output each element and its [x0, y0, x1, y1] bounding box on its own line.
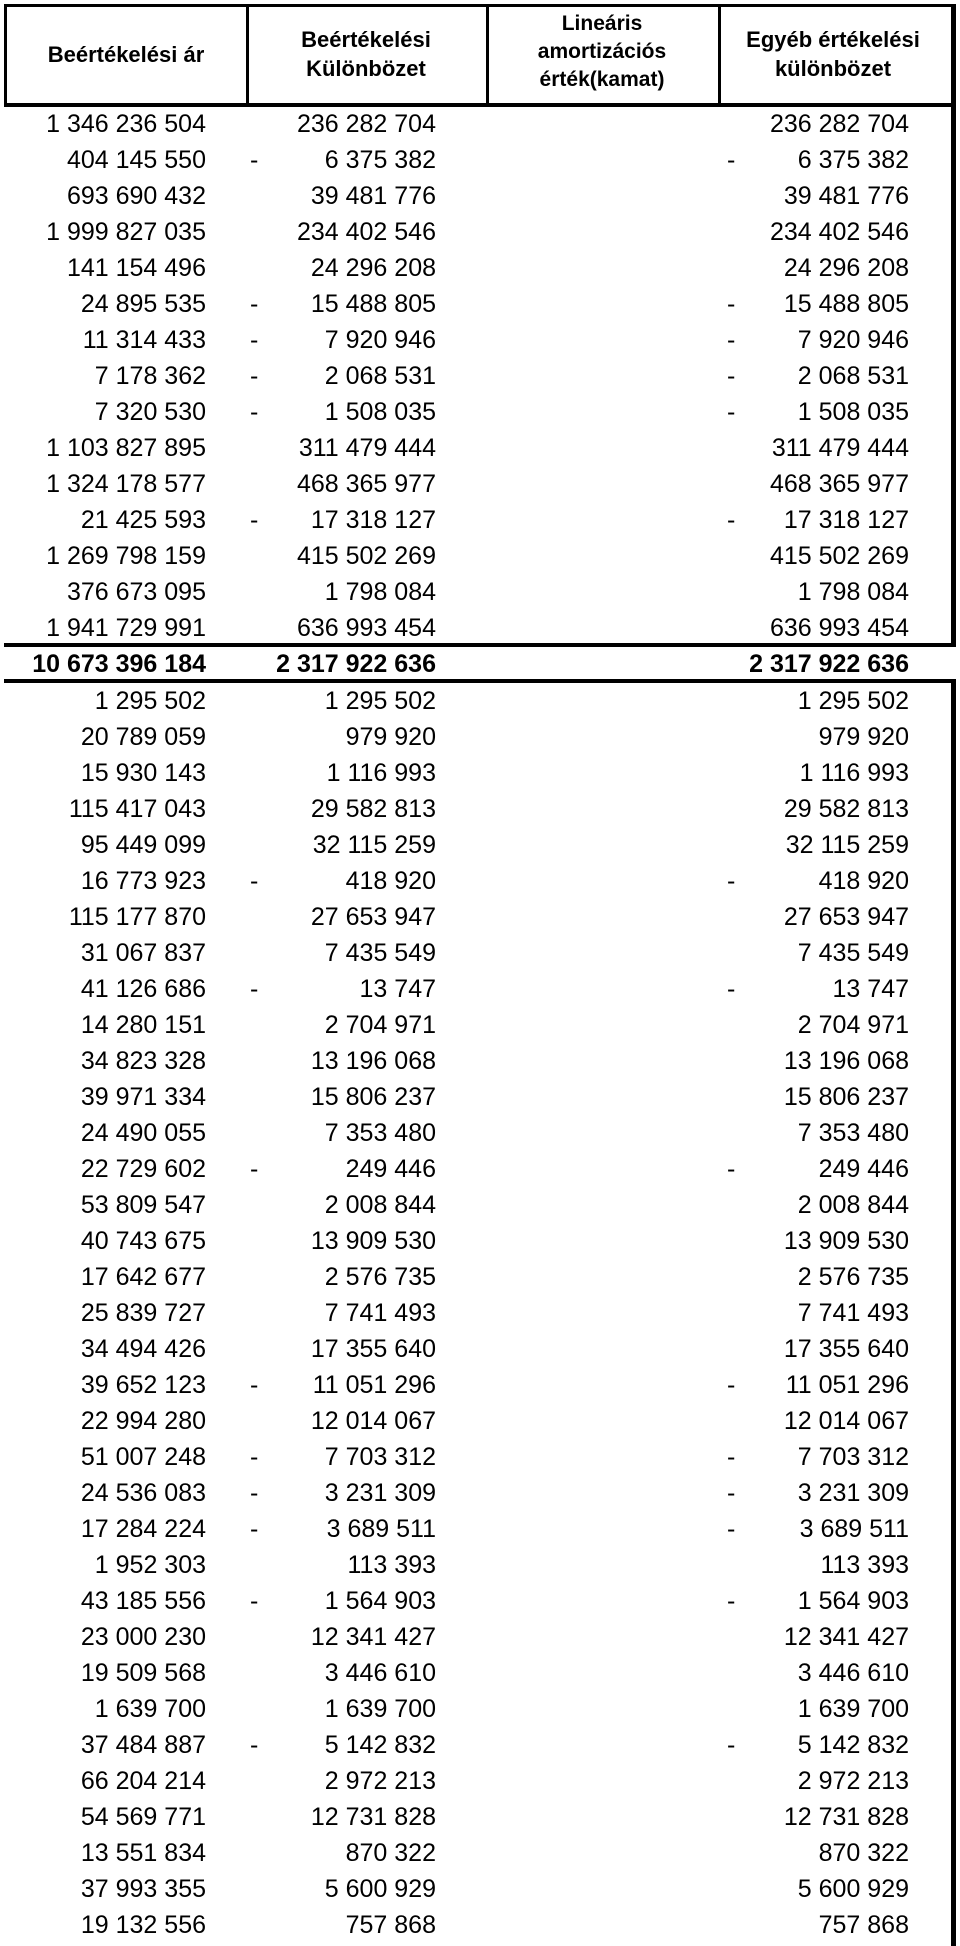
table-row: [0, 286, 960, 322]
valuation-difference-cell: 11 051 296: [312, 1371, 436, 1399]
valuation-difference-cell: 1 639 700: [324, 1695, 436, 1723]
valuation-price-cell: 19 132 556: [80, 1911, 206, 1939]
valuation-price-cell: 21 425 593: [80, 506, 206, 534]
negative-sign: -: [727, 326, 736, 354]
valuation-price-cell: 141 154 496: [66, 254, 206, 282]
table-row: [0, 1871, 960, 1907]
other-difference-cell: 13 196 068: [783, 1047, 909, 1075]
other-difference-cell: 236 282 704: [769, 110, 909, 138]
valuation-difference-cell: 7 920 946: [324, 326, 436, 354]
header-top-border: [4, 4, 956, 7]
table-row: [0, 574, 960, 610]
other-difference-cell: 415 502 269: [769, 542, 909, 570]
negative-sign: -: [250, 290, 259, 318]
valuation-price-cell: 54 569 771: [80, 1803, 206, 1831]
valuation-price-cell: 53 809 547: [80, 1191, 206, 1219]
negative-sign: -: [727, 1443, 736, 1471]
table-row: [0, 1475, 960, 1511]
other-difference-cell: 1 116 993: [799, 759, 909, 787]
table-row: [0, 1403, 960, 1439]
table-row: [0, 538, 960, 574]
header-other-valuation-difference: [718, 4, 948, 104]
negative-sign: -: [250, 1371, 259, 1399]
other-difference-cell: 1 564 903: [797, 1587, 909, 1615]
other-difference-cell: 113 393: [820, 1551, 909, 1579]
negative-sign: -: [727, 975, 736, 1003]
other-difference-cell: 27 653 947: [783, 903, 909, 931]
header-line: amortizációs: [537, 40, 667, 63]
other-difference-cell: 29 582 813: [783, 795, 909, 823]
table-row: [0, 1583, 960, 1619]
valuation-difference-cell: 234 402 546: [296, 218, 436, 246]
other-difference-cell: 2 576 735: [797, 1263, 909, 1291]
valuation-difference-cell: 2 008 844: [324, 1191, 436, 1219]
table-row: [0, 827, 960, 863]
table-row: [0, 719, 960, 755]
header-line: Egyéb értékelési: [746, 27, 920, 52]
table-row: [0, 214, 960, 250]
valuation-price-cell: 1 941 729 991: [46, 614, 206, 642]
valuation-difference-cell: 3 446 610: [324, 1659, 436, 1687]
table-row: [0, 1259, 960, 1295]
other-difference-cell: 15 488 805: [783, 290, 909, 318]
valuation-price-cell: 376 673 095: [66, 578, 206, 606]
other-difference-cell: 7 741 493: [797, 1299, 909, 1327]
valuation-difference-cell: 870 322: [345, 1839, 436, 1867]
header-linear-amortization: [486, 4, 718, 104]
other-difference-cell: 17 318 127: [783, 506, 909, 534]
valuation-price-cell: 17 642 677: [80, 1263, 206, 1291]
valuation-price-cell: 115 177 870: [68, 903, 206, 931]
valuation-difference-cell: 2 576 735: [324, 1263, 436, 1291]
valuation-difference-cell: 39 481 776: [310, 182, 436, 210]
valuation-difference-cell: 1 564 903: [324, 1587, 436, 1615]
valuation-price-cell: 34 494 426: [80, 1335, 206, 1363]
table-row: [0, 1763, 960, 1799]
valuation-price-cell: 22 729 602: [80, 1155, 206, 1183]
valuation-difference-cell: 6 375 382: [324, 146, 436, 174]
header-line: különbözet: [774, 56, 892, 81]
other-difference-cell: 1 295 502: [797, 687, 909, 715]
valuation-price-cell: 1 952 303: [94, 1551, 206, 1579]
valuation-price-cell: 15 930 143: [80, 759, 206, 787]
negative-sign: -: [727, 1587, 736, 1615]
valuation-difference-cell: 113 393: [347, 1551, 436, 1579]
header-line: Beértékelési: [301, 27, 431, 52]
other-difference-cell: 17 355 640: [783, 1335, 909, 1363]
other-difference-cell: 13 747: [832, 975, 909, 1003]
negative-sign: -: [727, 506, 736, 534]
table-row: [0, 1907, 960, 1943]
other-difference-cell: 3 231 309: [797, 1479, 909, 1507]
table-row: [0, 394, 960, 430]
table-row: [0, 1727, 960, 1763]
header-valuation-difference: [246, 4, 486, 104]
valuation-price-cell: 1 346 236 504: [46, 110, 206, 138]
negative-sign: -: [250, 1443, 259, 1471]
valuation-price-cell: 1 103 827 895: [46, 434, 206, 462]
other-difference-cell: 234 402 546: [769, 218, 909, 246]
negative-sign: -: [727, 1479, 736, 1507]
table-row: [0, 322, 960, 358]
valuation-price-cell: 10 673 396 184: [32, 650, 206, 678]
valuation-difference-cell: 17 355 640: [310, 1335, 436, 1363]
negative-sign: -: [727, 398, 736, 426]
table-row: [0, 1799, 960, 1835]
valuation-price-cell: 404 145 550: [66, 146, 206, 174]
valuation-difference-cell: 236 282 704: [296, 110, 436, 138]
valuation-price-cell: 24 895 535: [80, 290, 206, 318]
valuation-difference-cell: 2 317 922 636: [276, 650, 436, 678]
negative-sign: -: [250, 326, 259, 354]
negative-sign: -: [250, 146, 259, 174]
valuation-price-cell: 24 490 055: [80, 1119, 206, 1147]
table-row: [0, 178, 960, 214]
other-difference-cell: 870 322: [818, 1839, 909, 1867]
valuation-price-cell: 66 204 214: [80, 1767, 206, 1795]
other-difference-cell: 249 446: [818, 1155, 909, 1183]
negative-sign: -: [250, 1731, 259, 1759]
valuation-difference-cell: 979 920: [345, 723, 436, 751]
valuation-difference-cell: 24 296 208: [310, 254, 436, 282]
table-row: [0, 683, 960, 719]
valuation-price-cell: 37 993 355: [80, 1875, 206, 1903]
valuation-price-cell: 1 999 827 035: [46, 218, 206, 246]
header-line: érték(kamat): [539, 68, 665, 91]
other-difference-cell: 2 704 971: [797, 1011, 909, 1039]
negative-sign: -: [250, 1479, 259, 1507]
header-line: Különbözet: [306, 56, 426, 81]
valuation-difference-cell: 15 806 237: [310, 1083, 436, 1111]
header-line: Lineáris: [561, 12, 643, 35]
other-difference-cell: 2 972 213: [797, 1767, 909, 1795]
other-difference-cell: 12 341 427: [783, 1623, 909, 1651]
col-divider-3: [718, 4, 721, 104]
table-row: [0, 1331, 960, 1367]
table-row: [0, 863, 960, 899]
valuation-difference-cell: 311 479 444: [298, 434, 436, 462]
valuation-price-cell: 19 509 568: [80, 1659, 206, 1687]
valuation-difference-cell: 13 909 530: [310, 1227, 436, 1255]
table-row: [0, 106, 960, 142]
table-row: [0, 250, 960, 286]
valuation-difference-cell: 7 741 493: [324, 1299, 436, 1327]
other-difference-cell: 7 353 480: [797, 1119, 909, 1147]
table-row: [0, 466, 960, 502]
negative-sign: -: [250, 1155, 259, 1183]
header-line: Beértékelési ár: [47, 41, 205, 67]
total-row: [0, 646, 960, 682]
valuation-price-cell: 7 320 530: [94, 398, 206, 426]
negative-sign: -: [727, 1515, 736, 1543]
other-difference-cell: 12 731 828: [783, 1803, 909, 1831]
other-difference-cell: 24 296 208: [783, 254, 909, 282]
negative-sign: -: [727, 290, 736, 318]
valuation-difference-cell: 1 798 084: [324, 578, 436, 606]
other-difference-cell: 3 446 610: [797, 1659, 909, 1687]
other-difference-cell: 1 639 700: [797, 1695, 909, 1723]
valuation-price-cell: 24 536 083: [80, 1479, 206, 1507]
negative-sign: -: [727, 362, 736, 390]
valuation-price-cell: 40 743 675: [80, 1227, 206, 1255]
valuation-difference-cell: 12 014 067: [310, 1407, 436, 1435]
valuation-price-cell: 37 484 887: [80, 1731, 206, 1759]
valuation-difference-cell: 2 068 531: [324, 362, 436, 390]
negative-sign: -: [727, 1731, 736, 1759]
valuation-difference-cell: 27 653 947: [310, 903, 436, 931]
valuation-difference-cell: 5 600 929: [324, 1875, 436, 1903]
other-difference-cell: 757 868: [818, 1911, 909, 1939]
table-row: [0, 1655, 960, 1691]
other-difference-cell: 7 435 549: [797, 939, 909, 967]
valuation-difference-cell: 12 731 828: [310, 1803, 436, 1831]
valuation-difference-cell: 468 365 977: [296, 470, 436, 498]
col-divider-1: [246, 4, 249, 104]
valuation-price-cell: 7 178 362: [94, 362, 206, 390]
valuation-difference-cell: 5 142 832: [324, 1731, 436, 1759]
negative-sign: -: [727, 867, 736, 895]
table-row: [0, 1367, 960, 1403]
valuation-difference-cell: 636 993 454: [296, 614, 436, 642]
valuation-difference-cell: 7 353 480: [324, 1119, 436, 1147]
valuation-difference-cell: 1 116 993: [326, 759, 436, 787]
table-row: [0, 610, 960, 646]
negative-sign: -: [727, 1155, 736, 1183]
table-row: [0, 1295, 960, 1331]
table-row: [0, 358, 960, 394]
other-difference-cell: 1 508 035: [797, 398, 909, 426]
table-row: [0, 935, 960, 971]
other-difference-cell: 636 993 454: [769, 614, 909, 642]
valuation-difference-cell: 1 508 035: [324, 398, 436, 426]
valuation-price-cell: 39 652 123: [80, 1371, 206, 1399]
table-row: [0, 1223, 960, 1259]
border-left: [4, 4, 7, 104]
other-difference-cell: 3 689 511: [799, 1515, 909, 1543]
valuation-price-cell: 31 067 837: [80, 939, 206, 967]
negative-sign: -: [727, 1371, 736, 1399]
negative-sign: -: [727, 146, 736, 174]
other-difference-cell: 5 142 832: [797, 1731, 909, 1759]
valuation-price-cell: 17 284 224: [80, 1515, 206, 1543]
table-row: [0, 430, 960, 466]
valuation-difference-cell: 3 689 511: [326, 1515, 436, 1543]
other-difference-cell: 2 068 531: [797, 362, 909, 390]
table-row: [0, 1691, 960, 1727]
table-row: [0, 1079, 960, 1115]
table-row: [0, 1007, 960, 1043]
other-difference-cell: 418 920: [818, 867, 909, 895]
valuation-difference-cell: 415 502 269: [296, 542, 436, 570]
valuation-price-cell: 51 007 248: [80, 1443, 206, 1471]
table-row: [0, 1619, 960, 1655]
valuation-price-cell: 1 269 798 159: [46, 542, 206, 570]
valuation-difference-cell: 17 318 127: [310, 506, 436, 534]
other-difference-cell: 7 703 312: [797, 1443, 909, 1471]
negative-sign: -: [250, 1587, 259, 1615]
valuation-price-cell: 22 994 280: [80, 1407, 206, 1435]
valuation-difference-cell: 2 704 971: [324, 1011, 436, 1039]
other-difference-cell: 6 375 382: [797, 146, 909, 174]
table-row: [0, 1439, 960, 1475]
valuation-price-cell: 1 324 178 577: [46, 470, 206, 498]
valuation-difference-cell: 13 747: [359, 975, 436, 1003]
header-valuation-price: [6, 4, 246, 104]
other-difference-cell: 39 481 776: [783, 182, 909, 210]
valuation-price-cell: 115 417 043: [68, 795, 206, 823]
valuation-price-cell: 41 126 686: [80, 975, 206, 1003]
valuation-difference-cell: 3 231 309: [324, 1479, 436, 1507]
table-row: [0, 1511, 960, 1547]
other-difference-cell: 979 920: [818, 723, 909, 751]
valuation-difference-cell: 13 196 068: [310, 1047, 436, 1075]
valuation-price-cell: 20 789 059: [80, 723, 206, 751]
other-difference-cell: 32 115 259: [785, 831, 909, 859]
other-difference-cell: 1 798 084: [797, 578, 909, 606]
valuation-price-cell: 14 280 151: [80, 1011, 206, 1039]
valuation-difference-cell: 757 868: [345, 1911, 436, 1939]
valuation-price-cell: 95 449 099: [80, 831, 206, 859]
negative-sign: -: [250, 975, 259, 1003]
valuation-price-cell: 34 823 328: [80, 1047, 206, 1075]
table-row: [0, 1835, 960, 1871]
other-difference-cell: 13 909 530: [783, 1227, 909, 1255]
valuation-difference-cell: 7 435 549: [324, 939, 436, 967]
valuation-price-cell: 39 971 334: [80, 1083, 206, 1111]
other-difference-cell: 7 920 946: [797, 326, 909, 354]
other-difference-cell: 468 365 977: [769, 470, 909, 498]
valuation-difference-cell: 7 703 312: [324, 1443, 436, 1471]
valuation-difference-cell: 15 488 805: [310, 290, 436, 318]
valuation-difference-cell: 418 920: [345, 867, 436, 895]
table-row: [0, 1151, 960, 1187]
valuation-difference-cell: 2 972 213: [324, 1767, 436, 1795]
table-row: [0, 899, 960, 935]
negative-sign: -: [250, 867, 259, 895]
valuation-difference-cell: 12 341 427: [310, 1623, 436, 1651]
valuation-price-cell: 1 639 700: [94, 1695, 206, 1723]
table-row: [0, 1187, 960, 1223]
table-row: [0, 755, 960, 791]
other-difference-cell: 311 479 444: [771, 434, 909, 462]
valuation-price-cell: 25 839 727: [80, 1299, 206, 1327]
valuation-price-cell: 11 314 433: [82, 326, 206, 354]
valuation-difference-cell: 249 446: [345, 1155, 436, 1183]
table-row: [0, 1115, 960, 1151]
table-row: [0, 1547, 960, 1583]
table-row: [0, 502, 960, 538]
table-row: [0, 971, 960, 1007]
valuation-price-cell: 693 690 432: [66, 182, 206, 210]
other-difference-cell: 2 317 922 636: [749, 650, 909, 678]
table-row: [0, 142, 960, 178]
negative-sign: -: [250, 362, 259, 390]
valuation-price-cell: 1 295 502: [94, 687, 206, 715]
valuation-difference-cell: 29 582 813: [310, 795, 436, 823]
negative-sign: -: [250, 398, 259, 426]
valuation-price-cell: 16 773 923: [80, 867, 206, 895]
valuation-difference-cell: 1 295 502: [324, 687, 436, 715]
table-row: [0, 791, 960, 827]
col-divider-2: [486, 4, 489, 104]
other-difference-cell: 11 051 296: [785, 1371, 909, 1399]
other-difference-cell: 15 806 237: [783, 1083, 909, 1111]
negative-sign: -: [250, 506, 259, 534]
valuation-price-cell: 13 551 834: [80, 1839, 206, 1867]
valuation-price-cell: 43 185 556: [80, 1587, 206, 1615]
valuation-price-cell: 23 000 230: [80, 1623, 206, 1651]
other-difference-cell: 5 600 929: [797, 1875, 909, 1903]
negative-sign: -: [250, 1515, 259, 1543]
other-difference-cell: 2 008 844: [797, 1191, 909, 1219]
valuation-difference-cell: 32 115 259: [312, 831, 436, 859]
other-difference-cell: 12 014 067: [783, 1407, 909, 1435]
table-row: [0, 1043, 960, 1079]
